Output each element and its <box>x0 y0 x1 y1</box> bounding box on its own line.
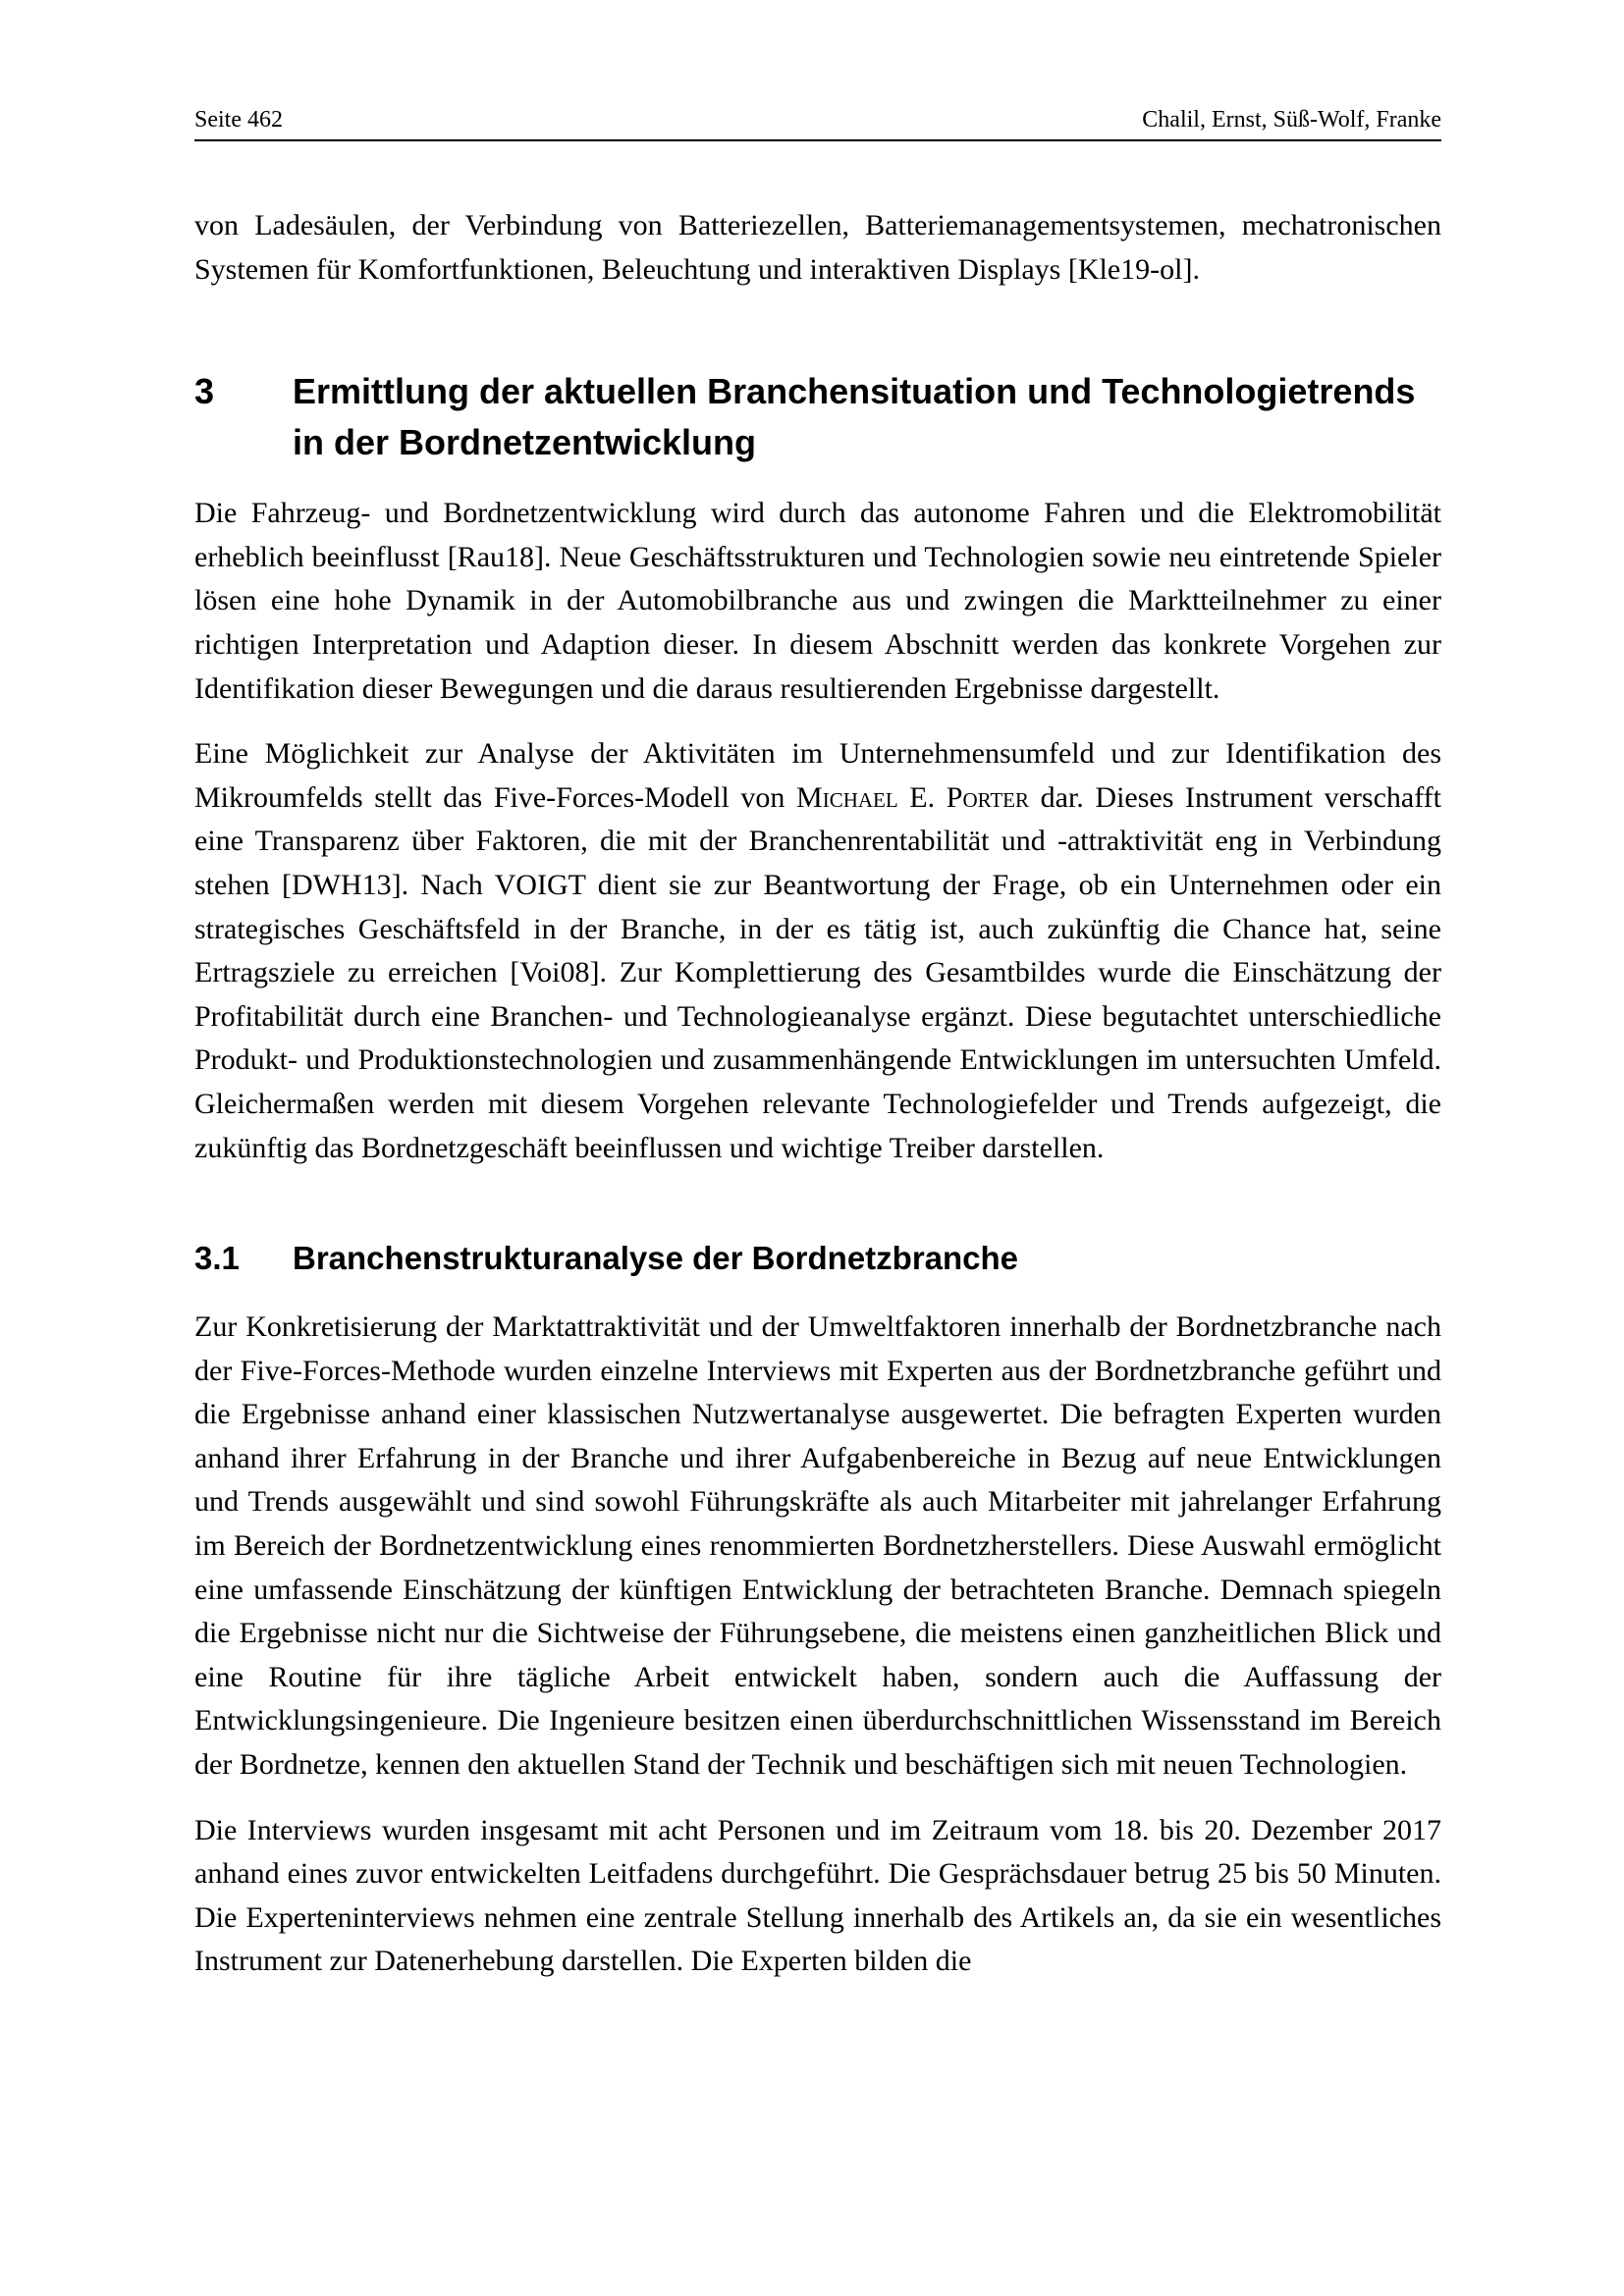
section-3-paragraph-2 <box>194 732 1441 1170</box>
header-authors: Chalil, Ernst, Süß-Wolf, Franke <box>1142 107 1441 133</box>
section-3-1-title: Branchenstrukturanalyse der Bordnetzbranche <box>293 1240 1019 1277</box>
section-3-1-number: 3.1 <box>194 1240 240 1277</box>
paragraph-2-text-after: dar. Dieses Instrument verschafft eine Transparenz über Faktoren, die mit der Branchenrentabilität und -attraktivität eng in Verbindung stehen [DWH13]. Nach VOIGT dient sie zur Beantwortung der Frage, ob ein Unternehmen oder ein strategisches Geschäftsfeld in der Branche, in der es tätig ist, auch zukünftig die Chance hat, seine Ertragsziele zu erreichen [Voi08]. Zur Komplettierung des Gesamtbildes wurde die Einschätzung der Profitabilität durch eine Branchen- und Technologieanalyse ergänzt. Diese begutachtet unterschiedliche Produkt- und Produktionstechnologien und zusammenhängende Entwicklungen im untersuchten Umfeld. Gleichermaßen werden mit diesem Vorgehen relevante Technologiefelder und Trends aufgezeigt, die zukünftig das Bordnetzgeschäft beeinflussen und wichtige Treiber darstellen. <box>194 780 1441 1164</box>
intro-paragraph: von Ladesäulen, der Verbindung von Batteriezellen, Batteriemanagementsystemen, mechatronischen Systemen für Komfortfunktionen, Beleuchtung und interaktiven Displays [Kle19-ol]. <box>194 209 1441 286</box>
page-number: Seite 462 <box>194 107 283 133</box>
author-name-porter: Michael E. Porter <box>796 780 1030 814</box>
section-3-heading <box>194 366 1441 468</box>
section-3-1-heading <box>194 1237 1441 1280</box>
paragraph-2-text-before: Eine Möglichkeit zur Analyse der Aktivitäten im Unternehmensumfeld und zur Identifikation des Mikroumfelds stellt das Five-Forces-Modell von <box>194 737 1441 814</box>
document-page <box>194 106 1441 1984</box>
section-3-paragraph-1: Die Fahrzeug- und Bordnetzentwicklung wird durch das autonome Fahren und die Elektromobilität erheblich beeinflusst [Rau18]. Neue Geschäftsstrukturen und Technologien sowie neu eintretende Spieler lösen eine hohe Dynamik in der Automobilbranche aus und zwingen die Marktteilnehmer zu einer richtigen Interpretation und Adaption dieser. In diesem Abschnitt werden das konkrete Vorgehen zur Identifikation dieser Bewegungen und die daraus resultierenden Ergebnisse dargestellt. <box>194 497 1441 705</box>
running-header <box>194 106 1441 141</box>
section-3-1-paragraph-2: Die Interviews wurden insgesamt mit acht Personen und im Zeitraum vom 18. bis 20. Dezember 2017 anhand eines zuvor entwickelten Leitfadens durchgeführt. Die Gesprächsdauer betrug 25 bis 50 Minuten. Die Experteninterviews nehmen eine zentrale Stellung innerhalb des Artikels an, da sie ein wesentliches Instrument zur Datenerhebung darstellen. Die Experten bilden die <box>194 1813 1441 1978</box>
section-3-1-paragraph-1: Zur Konkretisierung der Marktattraktivität und der Umweltfaktoren innerhalb der Bordnetzbranche nach der Five-Forces-Methode wurden einzelne Interviews mit Experten aus der Bordnetzbranche geführt und die Ergebnisse anhand einer klassischen Nutzwertanalyse ausgewertet. Die befragten Experten wurden anhand ihrer Erfahrung in der Branche und ihrer Aufgabenbereiche in Bezug auf neue Entwicklungen und Trends ausgewählt und sind sowohl Führungskräfte als auch Mitarbeiter mit jahrelanger Erfahrung im Bereich der Bordnetzentwicklung eines renommierten Bordnetzherstellers. Diese Auswahl ermöglicht eine umfassende Einschätzung der künftigen Entwicklung der betrachteten Branche. Demnach spiegeln die Ergebnisse nicht nur die Sichtweise der Führungsebene, die meistens einen ganzheitlichen Blick und eine Routine für ihre tägliche Arbeit entwickelt haben, sondern auch die Auffassung der Entwicklungsingenieure. Die Ingenieure besitzen einen überdurchschnittlichen Wissensstand im Bereich der Bordnetze, kennen den aktuellen Stand der Technik und beschäftigen sich mit neuen Technologien. <box>194 1310 1441 1782</box>
section-3-number: 3 <box>194 371 215 412</box>
section-3-title: Ermittlung der aktuellen Branchensituation und Technologietrends in der Bordnetzentwicklung <box>293 371 1416 463</box>
